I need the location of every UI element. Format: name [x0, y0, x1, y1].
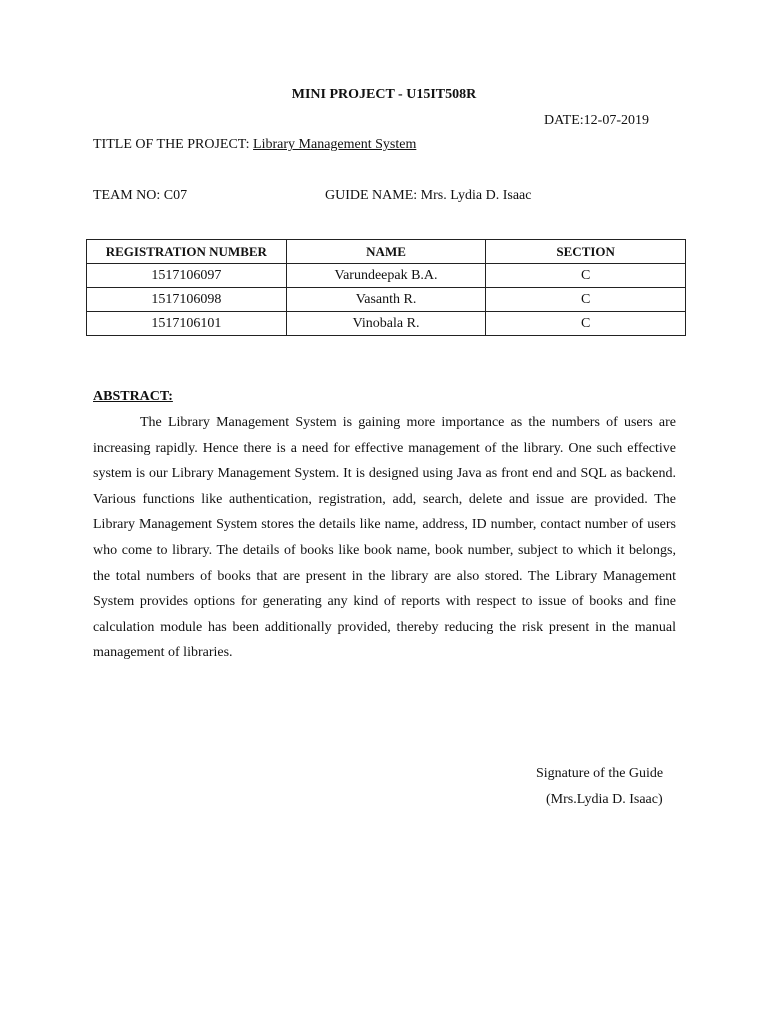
document-date: DATE:12-07-2019: [544, 113, 649, 128]
cell-section: C: [486, 312, 686, 336]
team-members-table: [86, 239, 686, 336]
cell-section: C: [486, 264, 686, 288]
document-title: MINI PROJECT - U15IT508R: [291, 87, 477, 102]
header-registration-number: REGISTRATION NUMBER: [87, 240, 287, 264]
abstract-heading: ABSTRACT:: [93, 389, 173, 404]
project-title-label: TITLE OF THE PROJECT:: [93, 137, 254, 152]
abstract-body: The Library Management System is gaining more importance as the numbers of users are increasing rapidly. Hence there is a need for effective management of the library. One such effective system is our Library Management System. It is designed using Java as front end and SQL as backend. Various functions like authentication, registration, add, search, delete and issue are provided. The Library Management System stores the details like name, address, ID number, contact number of users who come to library. The details of books like book name, book number, subject to which it belongs, the total numbers of books that are present in the library are also stored. The Library Management System provides options for generating any kind of reports with respect to issue of books and fine calculation module has been additionally provided, thereby reducing the risk present in the manual management of libraries.: [93, 415, 676, 661]
cell-registration-number: 1517106097: [87, 264, 287, 288]
table-row: [87, 312, 686, 336]
guide-name: GUIDE NAME: Mrs. Lydia D. Isaac: [325, 188, 532, 203]
team-number: TEAM NO: C07: [93, 188, 188, 203]
cell-name: Vinobala R.: [286, 312, 486, 336]
cell-registration-number: 1517106098: [87, 288, 287, 312]
project-title-line: [93, 137, 416, 153]
cell-section: C: [486, 288, 686, 312]
cell-registration-number: 1517106101: [87, 312, 287, 336]
table-header-row: [87, 240, 686, 264]
table-row: [87, 288, 686, 312]
project-title-value: Library Management System: [253, 137, 417, 152]
table-row: [87, 264, 686, 288]
signature-name: (Mrs.Lydia D. Isaac): [546, 792, 663, 807]
header-section: SECTION: [486, 240, 686, 264]
cell-name: Varundeepak B.A.: [286, 264, 486, 288]
header-name: NAME: [286, 240, 486, 264]
cell-name: Vasanth R.: [286, 288, 486, 312]
signature-label: Signature of the Guide: [536, 766, 664, 781]
